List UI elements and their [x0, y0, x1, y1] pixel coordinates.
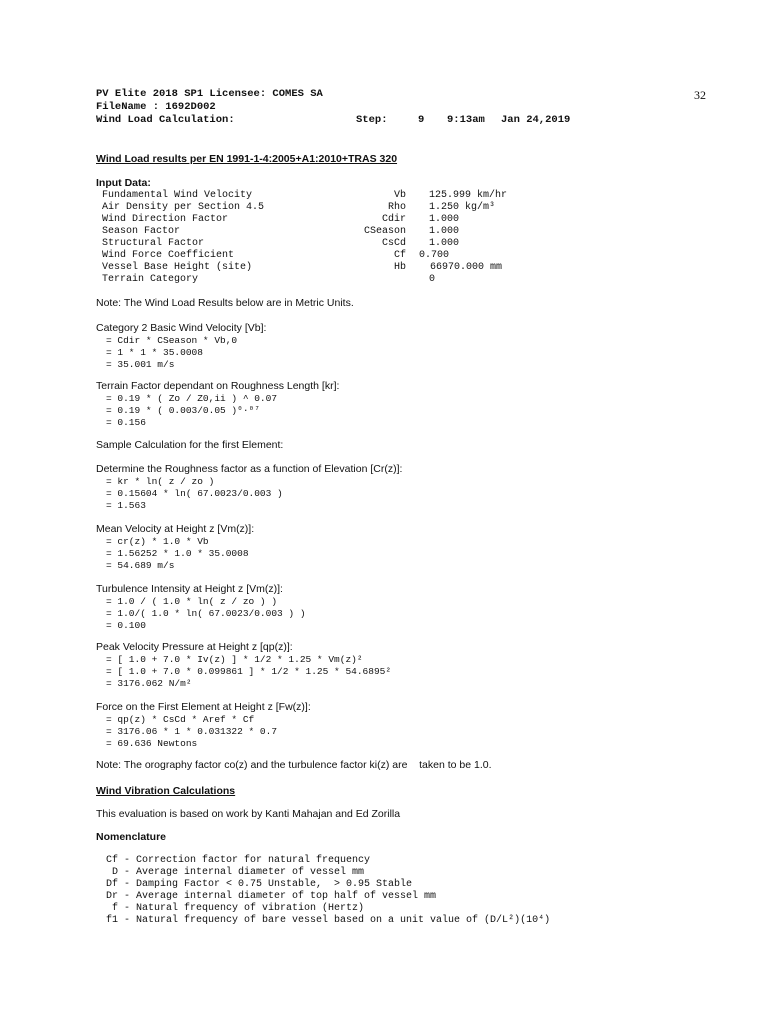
calc-title: Wind Load Calculation: [96, 114, 235, 126]
nomenclature-item [96, 879, 696, 891]
input-row [102, 238, 622, 250]
input-value: 1.000 [429, 214, 460, 225]
nomenclature-item [96, 855, 696, 867]
nomenclature-symbol: D [111, 867, 118, 878]
input-label: Season Factor [102, 226, 181, 237]
calc-block-lines [106, 714, 277, 750]
calc-line: = 69.636 Newtons [106, 738, 198, 749]
input-label: Structural Factor [102, 238, 205, 249]
calc-block-lines [106, 596, 306, 632]
input-symbol: Hb [393, 262, 406, 273]
note-metric: Note: The Wind Load Results below are in Metric Units. [96, 297, 354, 309]
note-orography: Note: The orography factor co(z) and the turbulence factor ki(z) are taken to be 1.0. [96, 759, 492, 771]
calc-block-title: Category 2 Basic Wind Velocity [Vb]: [96, 322, 267, 334]
input-row [102, 250, 622, 262]
step-value: 9 [418, 114, 425, 126]
calc-line: = 0.156 [106, 417, 146, 428]
filename-line: FileName : 1692D002 [96, 101, 216, 113]
input-value: 66970.000 mm [430, 262, 503, 273]
nomenclature-item [96, 867, 696, 879]
nomenclature-symbol: f1 [105, 915, 118, 926]
input-value: 0.700 [419, 250, 450, 261]
nomenclature-description: - Damping Factor < 0.75 Unstable, > 0.95 Stable [124, 879, 413, 890]
calc-block-title: Mean Velocity at Height z [Vm(z)]: [96, 523, 255, 535]
input-label: Fundamental Wind Velocity [102, 190, 253, 201]
vibration-intro: This evaluation is based on work by Kanti Mahajan and Ed Zorilla [96, 808, 401, 820]
time: 9:13am [447, 114, 485, 126]
calc-line: = 35.001 m/s [106, 359, 175, 370]
input-label: Air Density per Section 4.5 [102, 202, 265, 213]
licensee-line: PV Elite 2018 SP1 Licensee: COMES SA [96, 88, 323, 100]
calc-block-lines [106, 654, 391, 690]
input-row [102, 262, 622, 274]
calc-line: = 54.689 m/s [106, 560, 175, 571]
step-label: Step: [356, 114, 388, 126]
calc-block-title: Force on the First Element at Height z [Fw(z)]: [96, 701, 311, 713]
input-symbol: CSeason [363, 226, 406, 237]
calc-block-lines [106, 393, 277, 429]
page-number: 32 [694, 88, 706, 102]
calc-block-title: Turbulence Intensity at Height z [Vm(z)]: [96, 583, 283, 595]
calc-line: = [ 1.0 + 7.0 * 0.099861 ] * 1/2 * 1.25 * 54.6895² [106, 666, 392, 677]
calc-line: = 1.0/( 1.0 * ln( 67.0023/0.003 ) ) [106, 608, 306, 619]
calc-line: = 1.56252 * 1.0 * 35.0008 [106, 548, 249, 559]
calc-line: = 0.100 [106, 620, 146, 631]
nomenclature-description: - Correction factor for natural frequency [124, 855, 371, 866]
calc-line: = 1.0 / ( 1.0 * ln( z / zo ) ) [106, 596, 278, 607]
vibration-title: Wind Vibration Calculations [96, 785, 236, 797]
nomenclature-item [96, 915, 696, 927]
input-row [102, 214, 622, 226]
calc-block-lines [106, 536, 249, 572]
input-symbol: Rho [387, 202, 406, 213]
nomenclature-description: - Average internal diameter of top half of vessel mm [124, 891, 437, 902]
calc-block-title: Terrain Factor dependant on Roughness Length [kr]: [96, 380, 340, 392]
calc-line: = cr(z) * 1.0 * Vb [106, 536, 209, 547]
input-value: 1.250 kg/m³ [429, 202, 496, 213]
input-symbol: CsCd [381, 238, 406, 249]
nomenclature-item [96, 903, 696, 915]
input-value: 1.000 [429, 238, 460, 249]
section-title: Wind Load results per EN 1991-1-4:2005+A1:2010+TRAS 320 [96, 153, 398, 165]
calc-block-title: Sample Calculation for the first Element: [96, 439, 284, 451]
nomenclature-symbol: Dr [105, 891, 118, 902]
calc-block-title: Determine the Roughness factor as a function of Elevation [Cr(z)]: [96, 463, 403, 475]
calc-block-title: Peak Velocity Pressure at Height z [qp(z)]: [96, 641, 293, 653]
report-header [96, 88, 696, 128]
calc-line: = Cdir * CSeason * Vb,0 [106, 335, 238, 346]
input-row [102, 274, 622, 286]
calc-block-lines [106, 335, 237, 371]
input-label: Terrain Category [102, 274, 199, 285]
nomenclature-symbol: Cf [105, 855, 118, 866]
input-row [102, 226, 622, 238]
nomenclature-heading: Nomenclature [96, 831, 167, 843]
input-row [102, 202, 622, 214]
nomenclature-description: - Average internal diameter of vessel mm [124, 867, 365, 878]
calc-line: = 1.563 [106, 500, 146, 511]
nomenclature-symbol: f [111, 903, 118, 914]
calc-line: = 0.19 * ( 0.003/0.05 )⁰·⁰⁷ [106, 405, 260, 416]
input-value: 125.999 km/hr [429, 190, 508, 201]
calc-line: = qp(z) * CsCd * Aref * Cf [106, 714, 255, 725]
calc-line: = 3176.062 N/m² [106, 678, 192, 689]
input-row [102, 190, 622, 202]
input-symbol: Cdir [381, 214, 406, 225]
calc-line: = kr * ln( z / zo ) [106, 476, 215, 487]
calc-line: = 0.19 * ( Zo / Z0,ii ) ^ 0.07 [106, 393, 278, 404]
input-symbol: Vb [393, 190, 406, 201]
input-label: Wind Direction Factor [102, 214, 229, 225]
date: Jan 24,2019 [501, 114, 571, 126]
nomenclature-symbol: Df [105, 879, 118, 890]
calc-line: = [ 1.0 + 7.0 * Iv(z) ] * 1/2 * 1.25 * Vm(z)² [106, 654, 363, 665]
input-symbol: Cf [393, 250, 406, 261]
calc-line: = 1 * 1 * 35.0008 [106, 347, 203, 358]
calc-line: = 3176.06 * 1 * 0.031322 * 0.7 [106, 726, 278, 737]
nomenclature-description: - Natural frequency of vibration (Hertz) [124, 903, 365, 914]
input-value: 0 [429, 274, 436, 285]
nomenclature-list [96, 855, 696, 927]
nomenclature-description: - Natural frequency of bare vessel based on a unit value of (D/L²)(10⁴) [124, 915, 551, 926]
nomenclature-item [96, 891, 696, 903]
input-label: Wind Force Coefficient [102, 250, 235, 261]
input-value: 1.000 [429, 226, 460, 237]
calc-block-lines [106, 476, 283, 512]
input-label: Vessel Base Height (site) [102, 262, 253, 273]
input-heading: Input Data: [96, 177, 151, 189]
calc-line: = 0.15604 * ln( 67.0023/0.003 ) [106, 488, 283, 499]
